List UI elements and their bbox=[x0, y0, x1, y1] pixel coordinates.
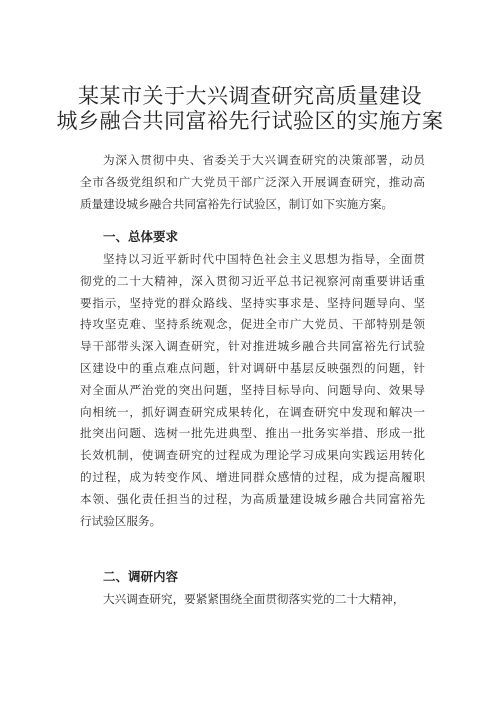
section-1-line: 的过程，成为转变作风、增进同群众感情的过程，成为提高履职 bbox=[80, 469, 425, 484]
section-1-line: 向相统一，抓好调查研究成果转化，在调查研究中发现和解决一 bbox=[80, 404, 425, 419]
section-1-line: 持攻坚克难、坚持系统观念，促进全市广大党员、干部特别是领 bbox=[80, 317, 425, 332]
section-1-line: 区建设中的重点难点问题，针对调研中基层反映强烈的问题，针 bbox=[80, 360, 425, 375]
intro-line: 全市各级党组织和广大党员干部广泛深入开展调查研究，推动高 bbox=[80, 174, 425, 189]
section-1-body bbox=[80, 249, 425, 532]
section-1-line: 坚持以习近平新时代中国特色社会主义思想为指导，全面贯 bbox=[103, 252, 425, 266]
document-title-line-2: 城乡融合共同富裕先行试验区的实施方案 bbox=[56, 109, 444, 133]
section-1-line: 彻党的二十大精神，深入贯彻习近平总书记视察河南重要讲话重 bbox=[80, 273, 425, 288]
intro-paragraph bbox=[80, 150, 425, 215]
section-1-line: 行试验区服务。 bbox=[80, 513, 162, 528]
section-1-line: 导干部带头深入调查研究，针对推进城乡融合共同富裕先行试验 bbox=[80, 339, 425, 354]
section-2-heading: 二、调研内容 bbox=[103, 569, 179, 584]
section-1-line: 长效机制，使调查研究的过程成为理论学习成果向实践运用转化 bbox=[80, 448, 425, 463]
document-title-line-1: 某某市关于大兴调查研究高质量建设 bbox=[78, 84, 422, 108]
section-1-line: 批突出问题、选树一批先进典型、推出一批务实举措、形成一批 bbox=[80, 426, 425, 441]
section-1-line: 对全面从严治党的突出问题，坚持目标导向、问题导向、效果导 bbox=[80, 382, 425, 397]
section-1-heading: 一、总体要求 bbox=[103, 229, 179, 244]
section-1-line: 要指示，坚持党的群众路线、坚持实事求是、坚持问题导向、坚 bbox=[80, 295, 425, 310]
section-1-line: 本领、强化责任担当的过程，为高质量建设城乡融合共同富裕先 bbox=[80, 491, 425, 506]
intro-line: 质量建设城乡融合共同富裕先行试验区，制订如下实施方案。 bbox=[80, 196, 394, 211]
section-2-line: 大兴调查研究，要紧紧围绕全面贯彻落实党的二十大精神， bbox=[103, 592, 405, 606]
intro-line: 为深入贯彻中央、省委关于大兴调查研究的决策部署，动员 bbox=[103, 153, 425, 167]
section-2-body bbox=[80, 589, 425, 611]
